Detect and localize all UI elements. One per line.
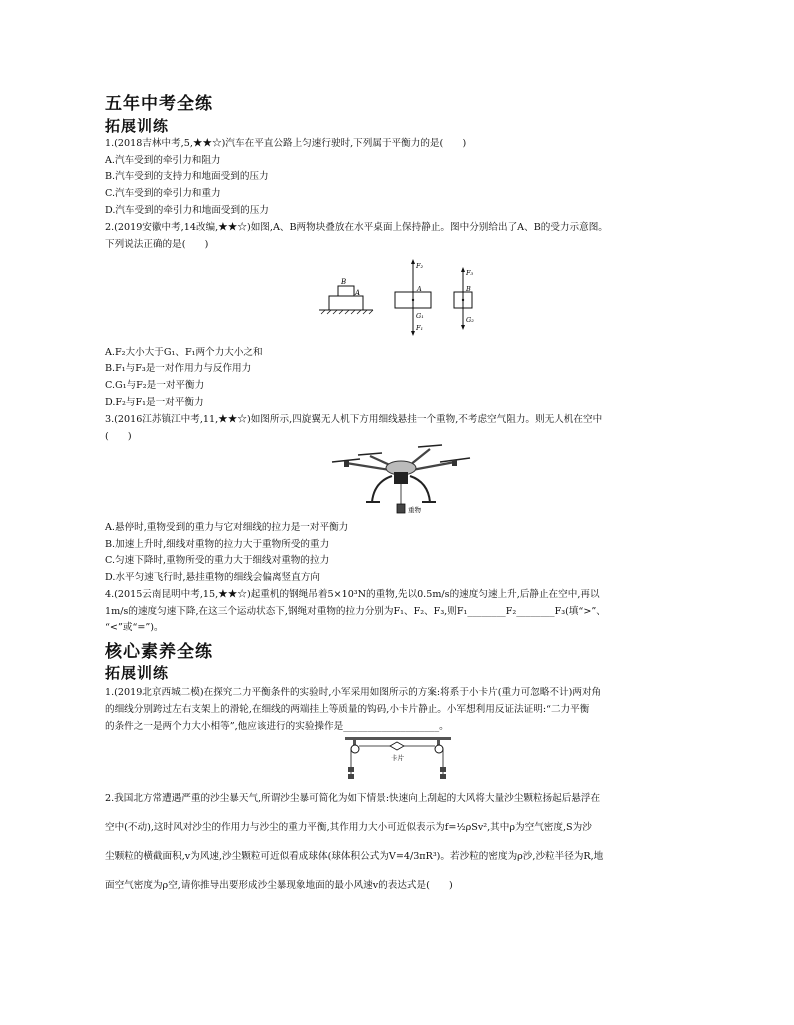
diagram-a-label: A: [417, 285, 422, 293]
force-f1-label: F₁: [416, 324, 424, 332]
q3-option-d: D.水平匀速飞行时,悬挂重物的细线会偏离竖直方向: [105, 572, 320, 583]
drone-figure: [330, 440, 475, 520]
s2-q2-line4: 面空气密度为ρ空,请你推导出要形成沙尘暴现象地面的最小风速v的表达式是( ): [105, 880, 453, 891]
q3-option-c: C.匀速下降时,重物所受的重力大于细线对重物的拉力: [105, 555, 330, 566]
force-g1-label: G₁: [416, 312, 424, 320]
q2-option-d: D.F₂与F₁是一对平衡力: [105, 397, 204, 408]
force-diagram-figure: [315, 258, 485, 338]
weight-label: 重物: [408, 506, 421, 514]
q2-stem-line1: 2.(2019安徽中考,14改编,★★☆)如图,A、B两物块叠放在水平桌面上保持静止。图中分别给出了A、B的受力示意图。: [105, 222, 608, 233]
force-f3-label: F₃: [466, 269, 474, 277]
s2-q2-line2: 空中(不动),这时风对沙尘的作用力与沙尘的重力平衡,其作用力大小可近似表示为f=½ρSv²,其中ρ为空气密度,S为沙: [105, 822, 592, 833]
q1-option-a: A.汽车受到的牵引力和阻力: [105, 155, 221, 166]
q3-stem-line2: ( ): [105, 431, 132, 442]
s2-q1-line1: 1.(2019北京西城二模)在探究二力平衡条件的实验时,小军采用如图所示的方案:将系于小卡片(重力可忽略不计)两对角: [105, 687, 602, 698]
section-title-2: 核心素养全练: [105, 642, 213, 662]
force-g2-label: G₂: [466, 316, 474, 324]
q4-line3: “<”或“=”)。: [105, 622, 164, 633]
s2-q1-line2: 的细线分别跨过左右支架上的滑轮,在细线的两端挂上等质量的钩码,小卡片静止。小军想利用反证法证明:“二力平衡: [105, 704, 590, 715]
q3-option-b: B.加速上升时,细线对重物的拉力大于重物所受的重力: [105, 539, 330, 550]
block-a-force-diagram: [395, 259, 431, 336]
section-title-1: 五年中考全练: [105, 94, 213, 114]
q4-line1: 4.(2015云南昆明中考,15,★★☆)起重机的钢绳吊着5×10³N的重物,先以0.5m/s的速度匀速上升,后静止在空中,再以: [105, 589, 600, 600]
pulley-card-figure: [343, 735, 453, 787]
s2-q1-line3: 的条件之一是两个力大小相等”,他应该进行的实验操作是____________________。: [105, 721, 449, 732]
q4-line2: 1m/s的速度匀速下降,在这三个运动状态下,钢绳对重物的拉力分别为F₁、F₂、F₃,则F₁________F₂________F₃(填“>”、: [105, 606, 606, 617]
diagram-b-label: B: [466, 285, 471, 293]
section-subtitle-1: 拓展训练: [105, 117, 170, 135]
q1-stem: 1.(2018吉林中考,5,★★☆)汽车在平直公路上匀速行驶时,下列属于平衡力的是( ): [105, 138, 467, 149]
q2-option-b: B.F₁与F₃是一对作用力与反作用力: [105, 363, 252, 374]
q1-option-d: D.汽车受到的牵引力和地面受到的压力: [105, 205, 269, 216]
section-subtitle-2: 拓展训练: [105, 664, 170, 682]
q2-option-c: C.G₁与F₂是一对平衡力: [105, 380, 205, 391]
s2-q2-line3: 尘颗粒的横截面积,v为风速,沙尘颗粒可近似看成球体(球体积公式为V=4/3πR³)。若沙粒的密度为ρ沙,沙粒半径为R,地: [105, 851, 604, 862]
q1-option-b: B.汽车受到的支持力和地面受到的压力: [105, 171, 269, 182]
q3-option-a: A.悬停时,重物受到的重力与它对细线的拉力是一对平衡力: [105, 522, 349, 533]
q2-stem-line2: 下列说法正确的是( ): [105, 239, 209, 250]
stacked-blocks-figure: [319, 278, 373, 314]
block-a-label: A: [355, 289, 361, 297]
card-label: 卡片: [391, 754, 404, 762]
q1-option-c: C.汽车受到的牵引力和重力: [105, 188, 221, 199]
q3-stem-line1: 3.(2016江苏镇江中考,11,★★☆)如图所示,四旋翼无人机下方用细线悬挂一个重物,不考虑空气阻力。则无人机在空中: [105, 414, 603, 425]
block-b-label: B: [341, 278, 347, 286]
s2-q2-line1: 2.我国北方常遭遇严重的沙尘暴天气,所谓沙尘暴可简化为如下情景:快速向上刮起的大风将大量沙尘颗粒扬起后悬浮在: [105, 793, 601, 804]
force-f2-label: F₂: [416, 262, 424, 270]
q2-option-a: A.F₂大小大于G₁、F₁两个力大小之和: [105, 347, 263, 358]
block-b-force-diagram: [454, 267, 474, 330]
